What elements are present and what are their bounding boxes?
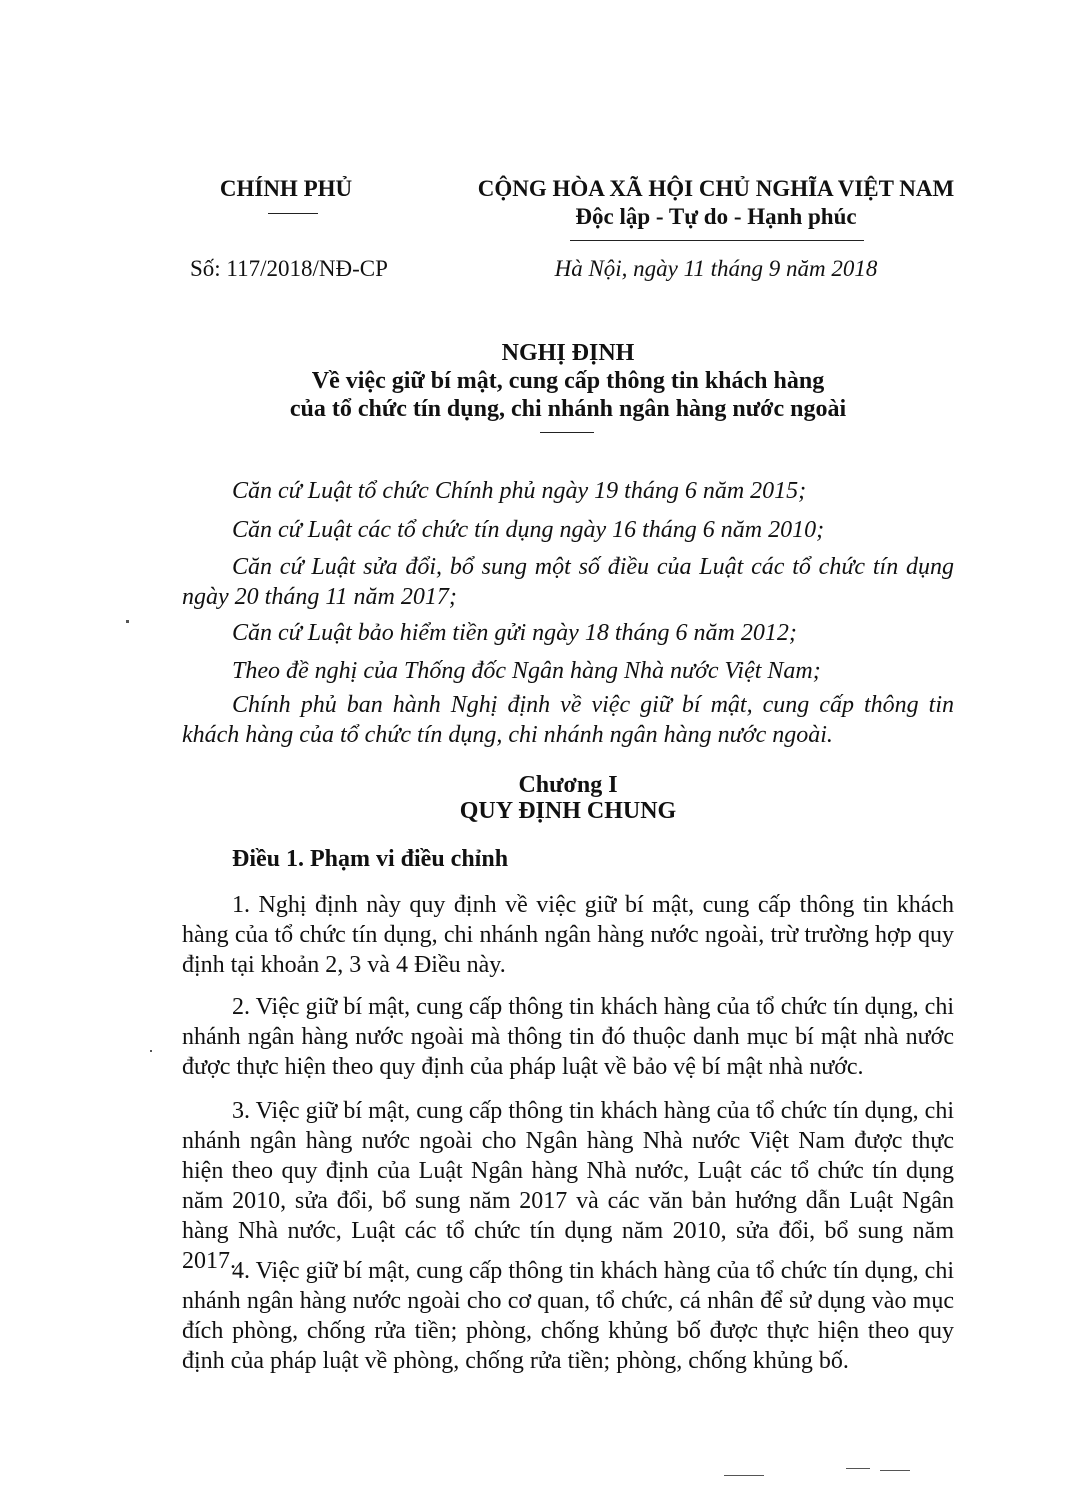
- scan-speck: [724, 1475, 764, 1476]
- national-title: CỘNG HÒA XÃ HỘI CHỦ NGHĨA VIỆT NAM: [477, 176, 955, 201]
- motto-underline: [570, 240, 864, 241]
- article-clause-4: 4. Việc giữ bí mật, cung cấp thông tin khách hàng của tổ chức tín dụng, chi nhánh ngân hàng nước ngoài cho cơ quan, tổ chức, cá nhân để sử dụng vào mục đích phòng, chống rửa tiền; phòng, chống khủng bố được thực hiện theo quy định của pháp luật về phòng, chống rửa tiền; phòng, chống khủng bố.: [182, 1258, 954, 1374]
- legal-basis-4: Căn cứ Luật bảo hiểm tiền gửi ngày 18 tháng 6 năm 2012;: [232, 620, 797, 646]
- scan-speck: [150, 1050, 152, 1052]
- legal-basis-3: Căn cứ Luật sửa đổi, bổ sung một số điều của Luật các tổ chức tín dụng ngày 20 tháng 11 năm 2017;: [182, 554, 954, 610]
- chapter-name: QUY ĐỊNH CHUNG: [459, 798, 677, 824]
- scan-speck: [880, 1470, 910, 1471]
- article-heading: Điều 1. Phạm vi điều chỉnh: [232, 846, 509, 872]
- issuing-authority: CHÍNH PHỦ: [219, 176, 353, 201]
- chapter-number: Chương I: [518, 772, 618, 798]
- national-motto: Độc lập - Tự do - Hạnh phúc: [575, 204, 857, 229]
- document-type: NGHỊ ĐỊNH: [501, 340, 635, 366]
- document-subject-line-1: Về việc giữ bí mật, cung cấp thông tin khách hàng: [311, 368, 825, 394]
- scan-speck: [846, 1468, 870, 1469]
- proposal-basis: Theo đề nghị của Thống đốc Ngân hàng Nhà nước Việt Nam;: [232, 658, 821, 684]
- legal-basis-2: Căn cứ Luật các tổ chức tín dụng ngày 16 tháng 6 năm 2010;: [232, 517, 825, 543]
- title-underline: [540, 432, 594, 433]
- scan-speck: [126, 620, 129, 623]
- article-clause-3: 3. Việc giữ bí mật, cung cấp thông tin khách hàng của tổ chức tín dụng, chi nhánh ngân hàng nước ngoài cho Ngân hàng Nhà nước Việt Nam được thực hiện theo quy định của Luật Ngân hàng Nhà nước, Luật các tổ chức tín dụng năm 2010, sửa đổi, bổ sung năm 2017 và các văn bản hướng dẫn Luật Ngân hàng Nhà nước, Luật các tổ chức tín dụng năm 2010, sửa đổi, bổ sung năm 2017.: [182, 1098, 954, 1274]
- authority-underline: [268, 213, 318, 214]
- legal-basis-1: Căn cứ Luật tổ chức Chính phủ ngày 19 tháng 6 năm 2015;: [232, 478, 807, 504]
- article-clause-1: 1. Nghị định này quy định về việc giữ bí mật, cung cấp thông tin khách hàng của tổ chức tín dụng, chi nhánh ngân hàng nước ngoài, trừ trường hợp quy định tại khoản 2, 3 và 4 Điều này.: [182, 892, 954, 978]
- article-clause-2: 2. Việc giữ bí mật, cung cấp thông tin khách hàng của tổ chức tín dụng, chi nhánh ngân hàng nước ngoài mà thông tin đó thuộc danh mục bí mật nhà nước được thực hiện theo quy định của pháp luật về bảo vệ bí mật nhà nước.: [182, 994, 954, 1080]
- enactment-statement: Chính phủ ban hành Nghị định về việc giữ bí mật, cung cấp thông tin khách hàng của tổ chức tín dụng, chi nhánh ngân hàng nước ngoài.: [182, 692, 954, 748]
- document-number: Số: 117/2018/NĐ-CP: [190, 256, 388, 281]
- document-subject-line-2: của tổ chức tín dụng, chi nhánh ngân hàng nước ngoài: [289, 396, 847, 422]
- place-date: Hà Nội, ngày 11 tháng 9 năm 2018: [554, 256, 878, 281]
